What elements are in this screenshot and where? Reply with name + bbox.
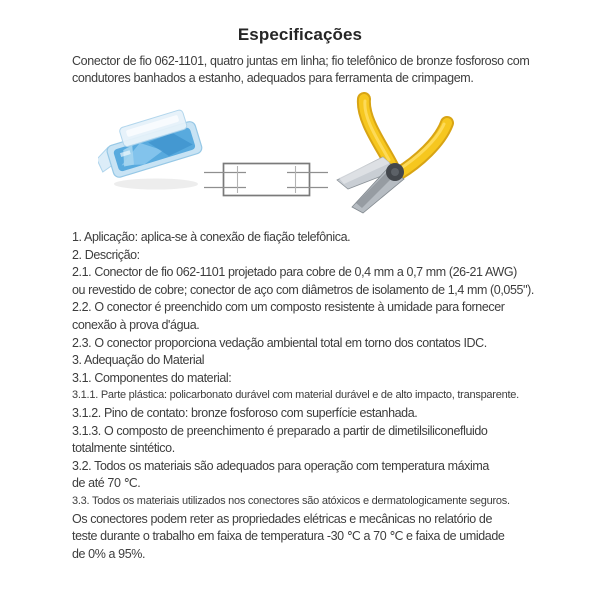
page-title: Especificações	[237, 25, 363, 44]
spec-line: 3.1. Componentes do material:	[72, 370, 232, 385]
spec-line: 2.2. O conector é preenchido com um composto resistente à umidade para fornecer	[72, 300, 505, 315]
spec-line: 1. Aplicação: aplica-se à conexão de fiação telefônica.	[72, 230, 351, 244]
connector-wiring-diagram	[196, 153, 341, 203]
spec-line: de 0% a 95%.	[72, 546, 146, 561]
crimping-pliers-image	[330, 92, 456, 218]
spec-line: 2.1. Conector de fio 062-1101 projetado para cobre de 0,4 mm a 0,7 mm (26-21 AWG)	[72, 265, 517, 280]
spec-line: 3. Adequação do Material	[72, 353, 205, 368]
spec-line: 3.1.3. O composto de preenchimento é preparado a partir de dimetilsiliconefluido	[72, 423, 488, 438]
spec-line: Os conectores podem reter as propriedades elétricas e mecânicas no relatório de	[72, 511, 493, 526]
spec-line: 3.3. Todos os materiais utilizados nos conectores são atóxicos e dermatologicamente seguros.	[72, 494, 510, 507]
blue-wire-connector-image	[98, 100, 210, 195]
intro-paragraph	[72, 53, 552, 86]
spec-line: 2. Descrição:	[72, 247, 140, 262]
spec-line: 3.2. Todos os materiais são adequados para operação com temperatura máxima	[72, 458, 489, 473]
spec-list	[72, 229, 572, 563]
spec-line: teste durante o trabalho em faixa de temperatura -30 ℃ a 70 ℃ e faixa de umidade	[72, 529, 505, 544]
spec-line: 3.1.2. Pino de contato: bronze fosforoso com superfície estanhada.	[72, 405, 418, 420]
intro-line: condutores banhados a estanho, adequados para ferramenta de crimpagem.	[72, 70, 474, 85]
spec-line: de até 70 ℃.	[72, 476, 141, 491]
spec-line: 2.3. O conector proporciona vedação ambiental total em torno dos contatos IDC.	[72, 335, 487, 350]
spec-line: ou revestido de cobre; conector de aço com diâmetros de isolamento de 1,4 mm (0,055").	[72, 282, 534, 297]
spec-line: totalmente sintético.	[72, 441, 175, 456]
spec-line: conexão à prova d'água.	[72, 317, 200, 332]
intro-line: Conector de fio 062-1101, quatro juntas em linha; fio telefônico de bronze fosforoso com	[72, 54, 530, 68]
spec-line: 3.1.1. Parte plástica: policarbonato durável com material durável e de alto impacto, transparente.	[72, 389, 519, 402]
